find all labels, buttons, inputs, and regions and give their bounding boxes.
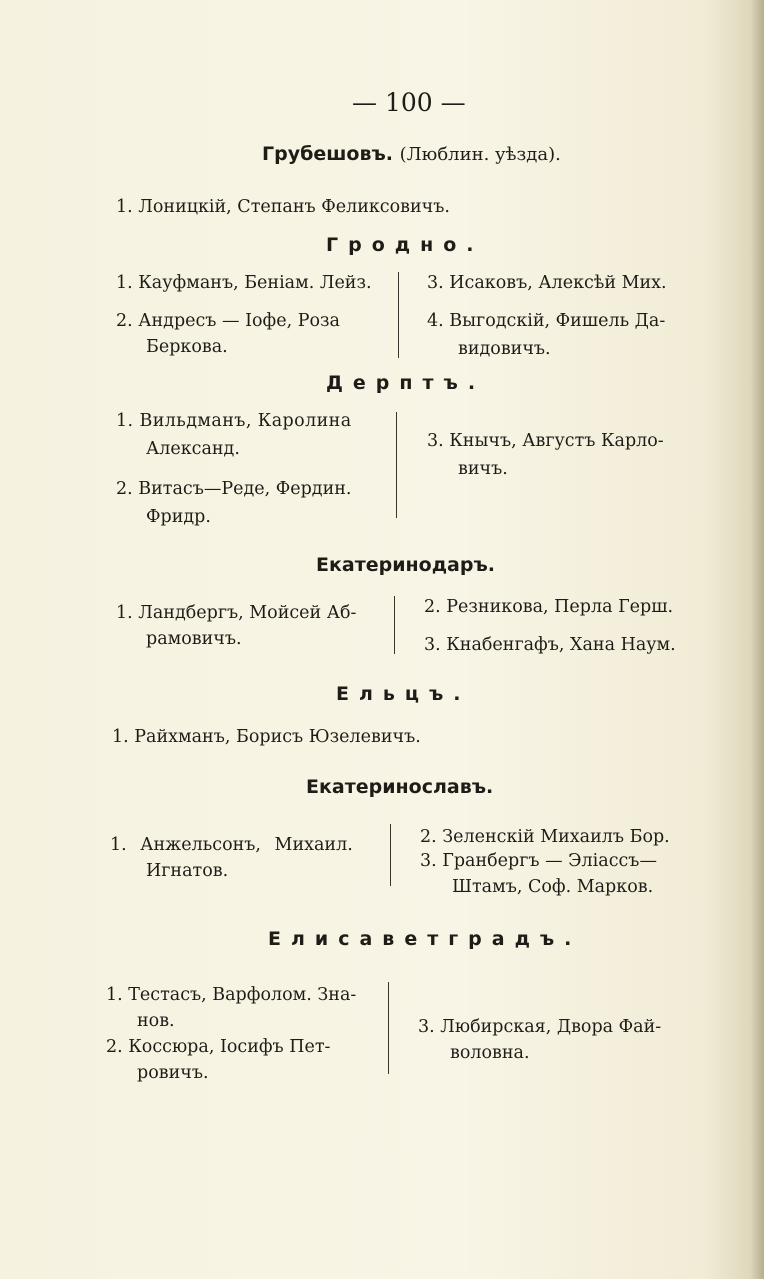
section-heading-grodno: Гродно. [326, 234, 484, 256]
column-divider [388, 982, 389, 1074]
column-divider [398, 272, 399, 358]
entry-line: вичъ. [458, 459, 508, 479]
entry-line: 1. Анжельсонъ, Михаил. [110, 835, 353, 855]
entry-line: рамовичъ. [146, 629, 242, 649]
entry-line: Штамъ, Соф. Марков. [452, 877, 654, 897]
entry-line: Фридр. [146, 507, 211, 527]
page-edge-shadow [750, 0, 764, 1279]
entry-line: 1. Райхманъ, Борисъ Юзелевичъ. [112, 727, 421, 747]
column-divider [390, 824, 391, 886]
entry-line: воловна. [450, 1043, 530, 1063]
entry-line: Александ. [146, 439, 240, 459]
entry-line: 1. Кауфманъ, Беніам. Лейз. [116, 273, 372, 293]
entry-line: 2. Резникова, Перла Герш. [424, 597, 674, 617]
section-heading-grubeshov: Грубешовъ. (Люблин. уѣзда). [262, 143, 561, 165]
entry-line: 2. Андресъ — Іофе, Роза [116, 311, 340, 331]
entry-line: 1. Ландбергъ, Мойсей Аб- [116, 603, 357, 623]
entry-line: 3. Кнычъ, Августъ Карло- [427, 431, 664, 451]
entry-line: 3. Гранбергъ — Эліассъ— [420, 851, 657, 871]
entry-line: Беркова. [146, 337, 228, 357]
entry-line: 2. Коссюра, Іосифъ Пет- [106, 1037, 331, 1057]
section-heading-ekaterinodar: Екатеринодаръ. [316, 554, 495, 576]
entry-line: 4. Выгодскій, Фишель Да- [427, 311, 666, 331]
section-heading-ekaterinoslav: Екатеринославъ. [306, 776, 494, 798]
section-subtitle: (Люблин. уѣзда). [399, 144, 561, 165]
entry-line: нов. [137, 1011, 175, 1031]
entry-line: Игнатов. [146, 861, 229, 881]
page-number: — 100 — [352, 88, 466, 117]
section-heading-elets: Ельцъ. [336, 683, 471, 705]
entry-line: 3. Исаковъ, Алексѣй Мих. [427, 273, 667, 293]
column-divider [394, 596, 395, 654]
entry-line: 1. Тестасъ, Варфолом. Зна- [106, 985, 357, 1005]
entry-line: 3. Кнабенгафъ, Хана Наум. [424, 635, 676, 655]
section-heading-derpt: Дерптъ. [326, 372, 486, 394]
section-heading-elisavetgrad: Елисаветградъ. [268, 928, 582, 950]
entry-line: 1. Лоницкій, Степанъ Феликсовичъ. [116, 197, 450, 217]
entry-line: 3. Любирская, Двора Фай- [418, 1017, 662, 1037]
entry-line: ровичъ. [137, 1063, 209, 1083]
column-divider [396, 412, 397, 518]
entry-line: 2. Витасъ—Реде, Фердин. [116, 479, 352, 499]
entry-line: 2. Зеленскій Михаилъ Бор. [420, 827, 670, 847]
entry-line: видовичъ. [458, 339, 551, 359]
entry-line: 1. Вильдманъ, Каролина [116, 411, 352, 431]
